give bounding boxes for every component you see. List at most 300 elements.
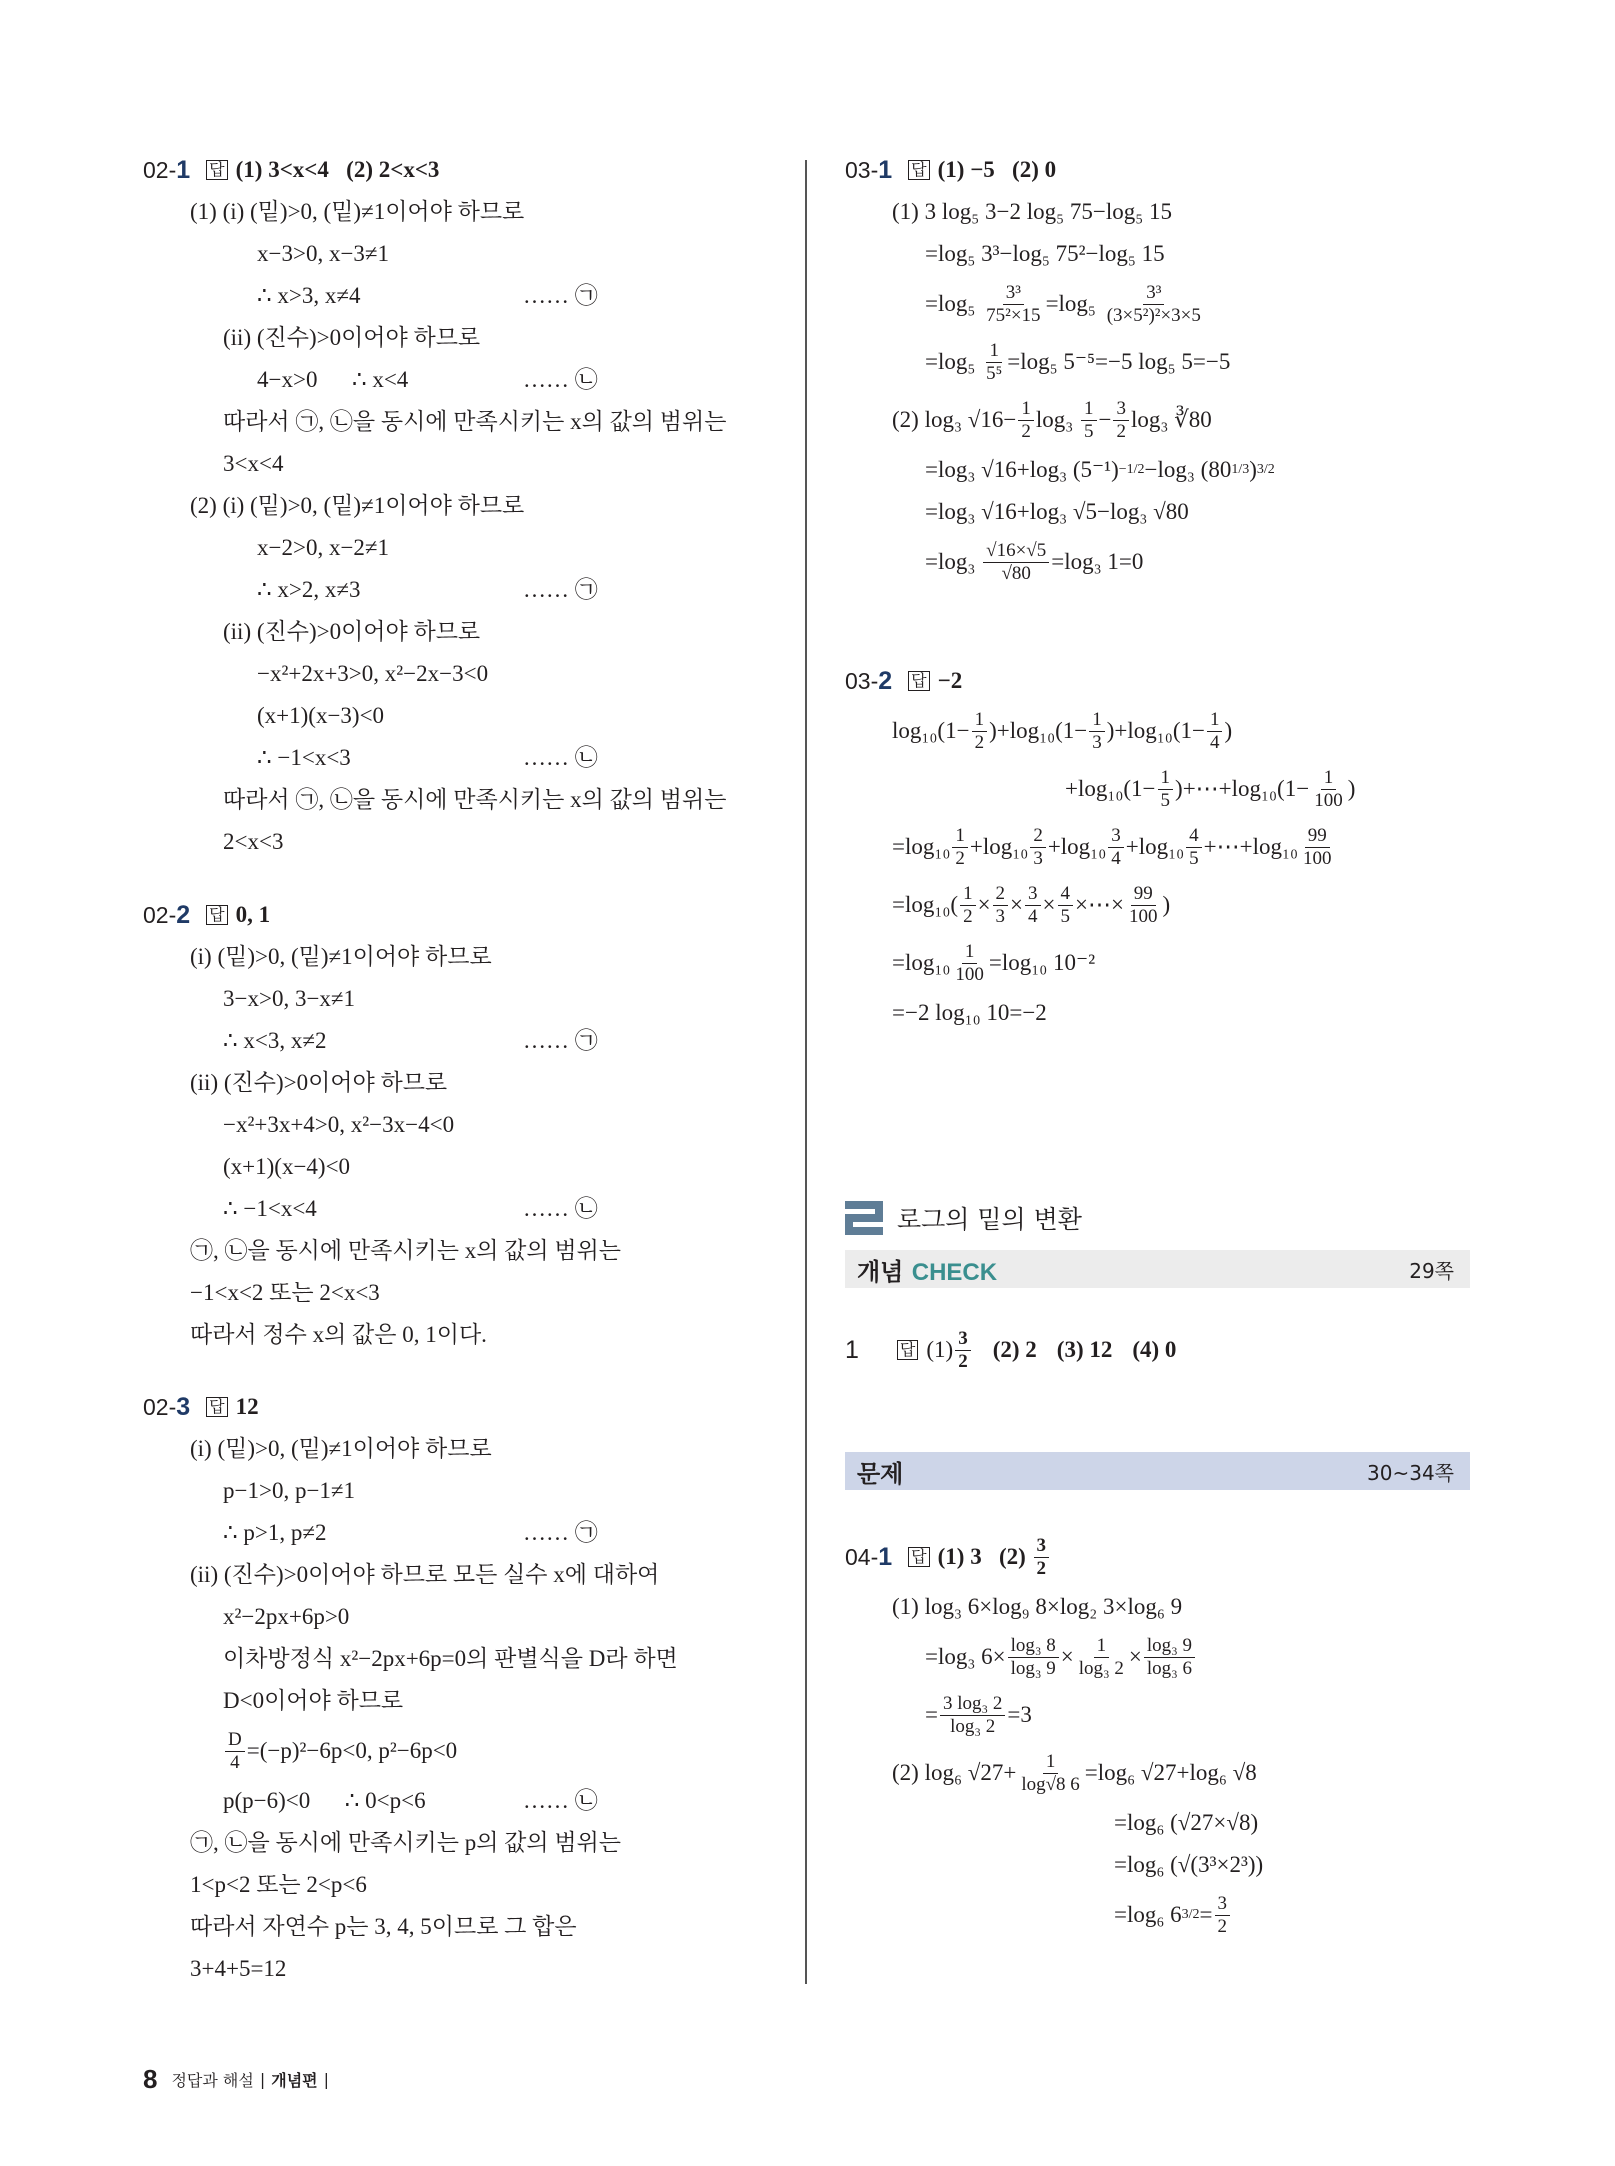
fraction [952,941,987,986]
solution-line [143,1146,783,1188]
answer-mark-icon: 답 [206,160,227,180]
math-text: (i) (밑)>0, (밑)≠1이어야 하므로 [190,1436,492,1461]
denominator: 100 [1303,847,1332,869]
answer-mark-icon: 답 [908,160,929,180]
part-title: 개념편 [271,2071,318,2090]
solution-line [845,1844,1485,1886]
answer-mark-icon: 답 [206,1397,227,1417]
final-answer [938,660,963,702]
solution-line [845,491,1485,533]
equation-marker: …… ㉡ [523,1788,598,1813]
math-text: (x+1)(x−3)<0 [257,703,385,728]
math-text: =log₅ 5⁻⁵=−5 log₅ 5=−5 [1007,349,1231,374]
math-text: =log₁₀ 10⁻² [988,950,1096,975]
math-text: =log₃ 1=0 [1051,549,1144,574]
solution-line [143,1780,783,1822]
math-text: (1) log₃ 6×log₉ 8×log₂ 3×log₆ 9 [892,1594,1183,1619]
fraction [1018,398,1034,443]
fraction [1113,398,1129,443]
solution-02-1 [143,149,783,863]
denominator: 2 [1021,420,1031,442]
separator: | [323,2070,329,2089]
denominator: 2 [958,1350,968,1372]
solution-line [143,779,783,821]
solution-line [143,978,783,1020]
solution-line [143,317,783,359]
numerator: 1 [1158,767,1174,790]
numerator: 3³ [1003,282,1024,305]
item-number: 1 [845,1335,859,1364]
fraction [983,340,1005,385]
fraction [1030,825,1046,870]
math-text: × [1010,892,1024,917]
math-text: 이차방정식 x²−2px+6p=0의 판별식을 D라 하면 [223,1646,678,1671]
math-text: (x+1)(x−4)<0 [223,1154,351,1179]
solution-line [143,1822,783,1864]
denominator: 4 [230,1751,240,1773]
solution-line [143,1314,783,1356]
math-text: D<0이어야 하므로 [223,1688,404,1713]
fraction [1025,883,1041,928]
solution-02-3 [143,1386,783,1990]
math-text: −x²+2x+3>0, x²−2x−3<0 [257,661,489,686]
solution-line [143,1188,783,1230]
fraction [1158,767,1174,812]
problem-number: 1 [878,1543,893,1571]
math-text: =(−p)²−6p<0, p²−6p<0 [246,1738,458,1763]
final-answer [938,1535,1051,1580]
problems-label: 문제 [857,1459,904,1488]
denominator: 5 [1060,905,1071,927]
math-text: ) [1162,892,1171,917]
problem-number: 1 [176,156,191,184]
solution-line [143,1722,783,1780]
equation-marker: …… ㉡ [523,367,598,392]
denominator: √80 [1001,562,1031,584]
part-3: (3) 12 [1056,1337,1113,1362]
solution-line [143,401,783,443]
math-text: p(p−6)<0 ∴ 0<p<6 [223,1788,426,1813]
solution-line [845,1686,1485,1744]
solution-line [143,527,783,569]
solution-line [143,653,783,695]
fraction [1300,825,1335,870]
math-text: −x²+3x+4>0, x²−3x−4<0 [223,1112,455,1137]
denominator: 3 [1033,847,1043,869]
numerator: 1 [1018,398,1034,421]
solution-header [143,149,783,191]
solution-line [845,1628,1485,1686]
numerator: log₃ 9 [1144,1635,1195,1658]
math-text: +log₁₀(1− [1065,776,1156,801]
part-1: (1) [926,1337,954,1362]
separator: | [259,2070,266,2089]
math-text: (2) log₆ √27+ [892,1760,1017,1785]
numerator: 1 [986,340,1002,363]
math-text: ㉠, ㉡을 동시에 만족시키는 x의 값의 범위는 [190,1238,622,1263]
denominator: 2 [974,731,985,753]
solution-line [143,191,783,233]
solution-03-2 [845,660,1485,1034]
math-text: log₃ ∛80 [1130,407,1212,432]
final-answer [938,149,1057,191]
solution-line: =log₆ 6 3/2 = $\frac{3}{2}$ [845,1886,1485,1944]
math-text: × [1060,1644,1074,1669]
solution-line [845,992,1485,1034]
math-text: 0, 1 [235,902,271,927]
solution-line [143,695,783,737]
math-text: =log₃ 6× [925,1644,1006,1669]
solution-line [845,818,1485,876]
numerator: 1 [960,883,976,906]
problem-prefix: 02- [143,902,177,928]
math-text: =log₃ √16+log₃ (5⁻¹) [925,457,1119,482]
math-text: 12 [235,1394,259,1419]
math-text: × [977,892,991,917]
fraction [1018,1751,1082,1796]
fraction [1108,825,1124,870]
fraction [1144,1635,1195,1680]
math-text: ∴ p>1, p≠2 [223,1520,327,1545]
math-text: (ii) (진수)>0이어야 하므로 모든 실수 x에 대하여 [190,1562,660,1587]
denominator: 4 [1111,847,1121,869]
equation-marker: …… ㉠ [523,577,598,602]
numerator: 2 [993,883,1009,906]
math-text: +log₁₀ [1047,834,1107,859]
numerator: 3 [1108,825,1124,848]
solution-line [845,760,1485,818]
math-text: −2 [937,668,963,693]
math-text: =log₅ [925,349,982,374]
fraction [983,282,1043,327]
solution-line [845,934,1485,992]
math-text: =log₅ [925,291,982,316]
answer-mark-icon: 답 [908,671,929,691]
numerator: 3 [955,1328,971,1351]
math-text: )+⋯+log₁₀(1− [1175,776,1310,801]
numerator: 3 log₃ 2 [940,1693,1005,1716]
math-text: =log₅ [1045,291,1102,316]
problem-prefix: 02- [143,157,177,183]
math-text: − [1098,407,1112,432]
solution-line [143,1864,783,1906]
section-title: 로그의 밑의 변환 [897,1205,1082,1234]
numerator: 1 [1094,1635,1110,1658]
fraction [1104,282,1204,327]
math-text: × [1128,1644,1142,1669]
math-text: +log₁₀ [969,834,1029,859]
page-number: 8 [143,2064,158,2094]
solution-line [845,391,1485,449]
solution-line [143,1512,783,1554]
answer-mark-icon: 답 [908,1547,929,1567]
solution-line [143,1554,783,1596]
solution-line [143,275,783,317]
math-text: ) [1249,457,1257,482]
math-text: =log₁₀ [892,950,951,975]
left-column [143,0,793,2000]
fraction [972,709,988,754]
denominator: 4 [1209,731,1220,753]
solution-header [845,149,1485,191]
numerator: 3 [1215,1893,1231,1916]
math-text: =log₃ [925,549,982,574]
denominator: 2 [963,905,973,927]
math-text: (ii) (진수)>0이어야 하므로 [223,325,481,350]
solution-line [845,333,1485,391]
solution-line [143,1906,783,1948]
equation-marker: …… ㉠ [523,283,598,308]
math-text: 2<x<3 [223,829,284,854]
math-text: = [1199,1902,1213,1927]
math-text: =log₆ (√27×√8) [1114,1810,1259,1835]
solution-line [143,737,783,779]
math-text: )+log₁₀(1− [1106,718,1205,743]
math-text: ∴ −1<x<3 [257,745,351,770]
solution-line [845,1744,1485,1802]
denominator: 5⁵ [986,362,1003,384]
math-text: p−1>0, p−1≠1 [223,1478,356,1503]
math-text: ∴ x>2, x≠3 [257,577,361,602]
problem-prefix: 03- [845,157,879,183]
solution-line [845,275,1485,333]
solution-line [143,233,783,275]
numerator: 1 [1081,398,1097,421]
denominator: 100 [955,963,984,985]
solution-header [143,1386,783,1428]
final-answer [236,149,440,191]
math-text: ㉠, ㉡을 동시에 만족시키는 p의 값의 범위는 [190,1830,622,1855]
fraction [1089,709,1105,754]
book-title: 정답과 해설 [171,2071,254,2090]
solution-line [143,1948,783,1990]
denominator: 2 [1217,1915,1228,1937]
problems-bar [845,1452,1470,1490]
numerator: 1 [1043,1751,1059,1774]
solution-line [143,611,783,653]
math-text: 1<p<2 또는 2<p<6 [190,1872,367,1897]
fraction [952,825,968,870]
math-text: (ii) (진수)>0이어야 하므로 [223,619,481,644]
fraction [1034,1535,1050,1580]
math-text: (1) 3 log₅ 3−2 log₅ 75−log₅ 15 [892,199,1172,224]
solution-line: =log₃ √16+log₃ (5⁻¹) −1/2 −log₃ (80 1/3 ) 3/2 [845,449,1485,491]
denominator: 75²×15 [986,304,1041,326]
math-text: 3−x>0, 3−x≠1 [223,986,356,1011]
solution-line [143,443,783,485]
equation-marker: …… ㉡ [523,1196,598,1221]
problems-pages: 30~34쪽 [1367,1460,1454,1485]
solution-line [143,1230,783,1272]
numerator: 99 [1131,883,1156,906]
denominator: 5 [1084,420,1094,442]
column-divider [805,160,807,1984]
math-text: ∴ x<3, x≠2 [223,1028,327,1053]
page-footer [143,2064,335,2095]
math-text: ) [1347,776,1356,801]
denominator: 5 [1160,789,1171,811]
math-text: −1<x<2 또는 2<x<3 [190,1280,380,1305]
math-text: 따라서 ㉠, ㉡을 동시에 만족시키는 x의 값의 범위는 [223,787,727,812]
numerator: 1 [1207,709,1223,732]
math-text: x−3>0, x−3≠1 [257,241,390,266]
solution-line [143,359,783,401]
math-text: =log₆ 6 [1114,1902,1182,1927]
numerator: 3³ [1143,282,1164,305]
final-answer [236,1386,259,1428]
math-text: =log₁₀( [892,892,959,917]
numerator: 1 [972,709,988,732]
math-text: x²−2px+6p>0 [223,1604,350,1629]
solution-line [845,533,1485,591]
math-text: × [1042,892,1056,917]
math-text: (2) (i) (밑)>0, (밑)≠1이어야 하므로 [190,493,525,518]
fraction [1207,709,1223,754]
fraction [983,540,1049,585]
math-text: (1) 3<x<4 (2) 2<x<3 [235,157,440,182]
math-text: 3+4+5=12 [190,1956,287,1981]
numerator: 1 [1089,709,1105,732]
math-text: =log₅ 3³−log₅ 75²−log₅ 15 [925,241,1165,266]
check-item [845,1320,1196,1380]
numerator: log₃ 8 [1008,1635,1059,1658]
numerator: √16×√5 [983,540,1049,563]
math-text: ×⋯× [1075,892,1124,917]
concept-check-bar [845,1250,1470,1288]
fraction [993,883,1009,928]
fraction [1126,883,1161,928]
math-text: = [925,1702,938,1727]
solution-line [845,191,1485,233]
math-text: )+log₁₀(1− [989,718,1088,743]
problem-number: 3 [176,1393,191,1421]
denominator: log√8 6 [1021,1773,1080,1795]
math-text: 따라서 정수 x의 값은 0, 1이다. [190,1322,487,1347]
solution-header [845,1528,1485,1586]
numerator: 3 [1034,1535,1050,1558]
section-heading [845,1198,1082,1238]
check-label: CHECK [911,1258,998,1286]
solution-line [143,1638,783,1680]
fraction [940,1693,1005,1738]
solution-header [143,894,783,936]
math-text: =log₃ √16+log₃ √5−log₃ √80 [925,499,1189,524]
fraction [1311,767,1346,812]
denominator: 2 [1036,1557,1047,1579]
solution-line [845,876,1485,934]
denominator: log₃ 2 [950,1715,996,1737]
solution-line [845,1586,1485,1628]
math-text: =log₆ √27+log₆ √8 [1084,1760,1257,1785]
denominator: log₃ 2 [1078,1657,1124,1679]
solution-line [143,1104,783,1146]
fraction [1008,1635,1059,1680]
math-text: (2) log₃ √16− [892,407,1017,432]
problem-prefix: 04- [845,1544,879,1570]
numerator: 1 [1321,767,1337,790]
math-text: log₁₀(1− [892,718,970,743]
denominator: 2 [1116,420,1126,442]
solution-line [845,1802,1485,1844]
check-pages: 29쪽 [1409,1258,1454,1283]
solution-03-1 [845,149,1485,591]
numerator: 3 [1113,398,1129,421]
solution-line [143,569,783,611]
math-text: 따라서 ㉠, ㉡을 동시에 만족시키는 x의 값의 범위는 [223,409,727,434]
math-text: 3<x<4 [223,451,284,476]
denominator: 2 [955,847,965,869]
fraction [1076,1635,1127,1680]
problem-prefix: 02- [143,1394,177,1420]
math-text: ∴ x>3, x≠4 [257,283,361,308]
math-text: (i) (밑)>0, (밑)≠1이어야 하므로 [190,944,492,969]
math-text: =log₆ (√(3³×2³)) [1114,1852,1264,1877]
solution-line [143,1470,783,1512]
fraction [225,1729,245,1774]
fraction [1215,1893,1231,1938]
answer-mark-icon: 답 [897,1340,918,1360]
fraction [1186,825,1202,870]
part-4: (4) 0 [1132,1337,1177,1362]
math-text: 따라서 자연수 p는 3, 4, 5이므로 그 합은 [190,1914,577,1939]
numerator: D [225,1729,245,1752]
math-text: ) [1224,718,1233,743]
math-text: =log₁₀ [892,834,951,859]
fraction [1058,883,1074,928]
right-column [845,0,1495,2000]
solution-line [143,936,783,978]
math-text: (1) −5 (2) 0 [937,157,1057,182]
solution-header [845,660,1485,702]
solution-line [143,485,783,527]
math-text: +log₁₀ [1125,834,1185,859]
part-2: (2) 2 [992,1337,1037,1362]
math-text: (1) (i) (밑)>0, (밑)≠1이어야 하므로 [190,199,525,224]
denominator: 100 [1314,789,1343,811]
equation-marker: …… ㉠ [523,1028,598,1053]
fraction [960,883,976,928]
math-text: −log₃ (80 [1144,457,1232,482]
denominator: 5 [1189,847,1199,869]
math-text: log₃ [1035,407,1079,432]
denominator: log₃ 6 [1146,1657,1193,1679]
fraction [955,1328,971,1373]
numerator: 1 [962,941,978,964]
math-text: =−2 log₁₀ 10=−2 [892,1000,1047,1025]
math-text: =3 [1007,1702,1032,1727]
problem-number: 1 [878,156,893,184]
answer-mark-icon: 답 [206,905,227,925]
problem-number: 2 [878,667,893,695]
numerator: 1 [952,825,968,848]
fraction [1081,398,1097,443]
math-text: (ii) (진수)>0이어야 하므로 [190,1070,448,1095]
numerator: 4 [1058,883,1074,906]
solution-line [845,702,1485,760]
solution-line [143,1428,783,1470]
denominator: (3×5²)²×3×5 [1106,304,1201,326]
solution-line [143,1596,783,1638]
solution-line [143,1020,783,1062]
denominator: log₃ 9 [1010,1657,1056,1679]
numerator: 99 [1305,825,1330,848]
final-answer [236,894,271,936]
solution-line [143,1680,783,1722]
denominator: 100 [1128,905,1158,927]
problem-prefix: 03- [845,668,879,694]
denominator: 3 [1092,731,1102,753]
solution-line [143,1062,783,1104]
